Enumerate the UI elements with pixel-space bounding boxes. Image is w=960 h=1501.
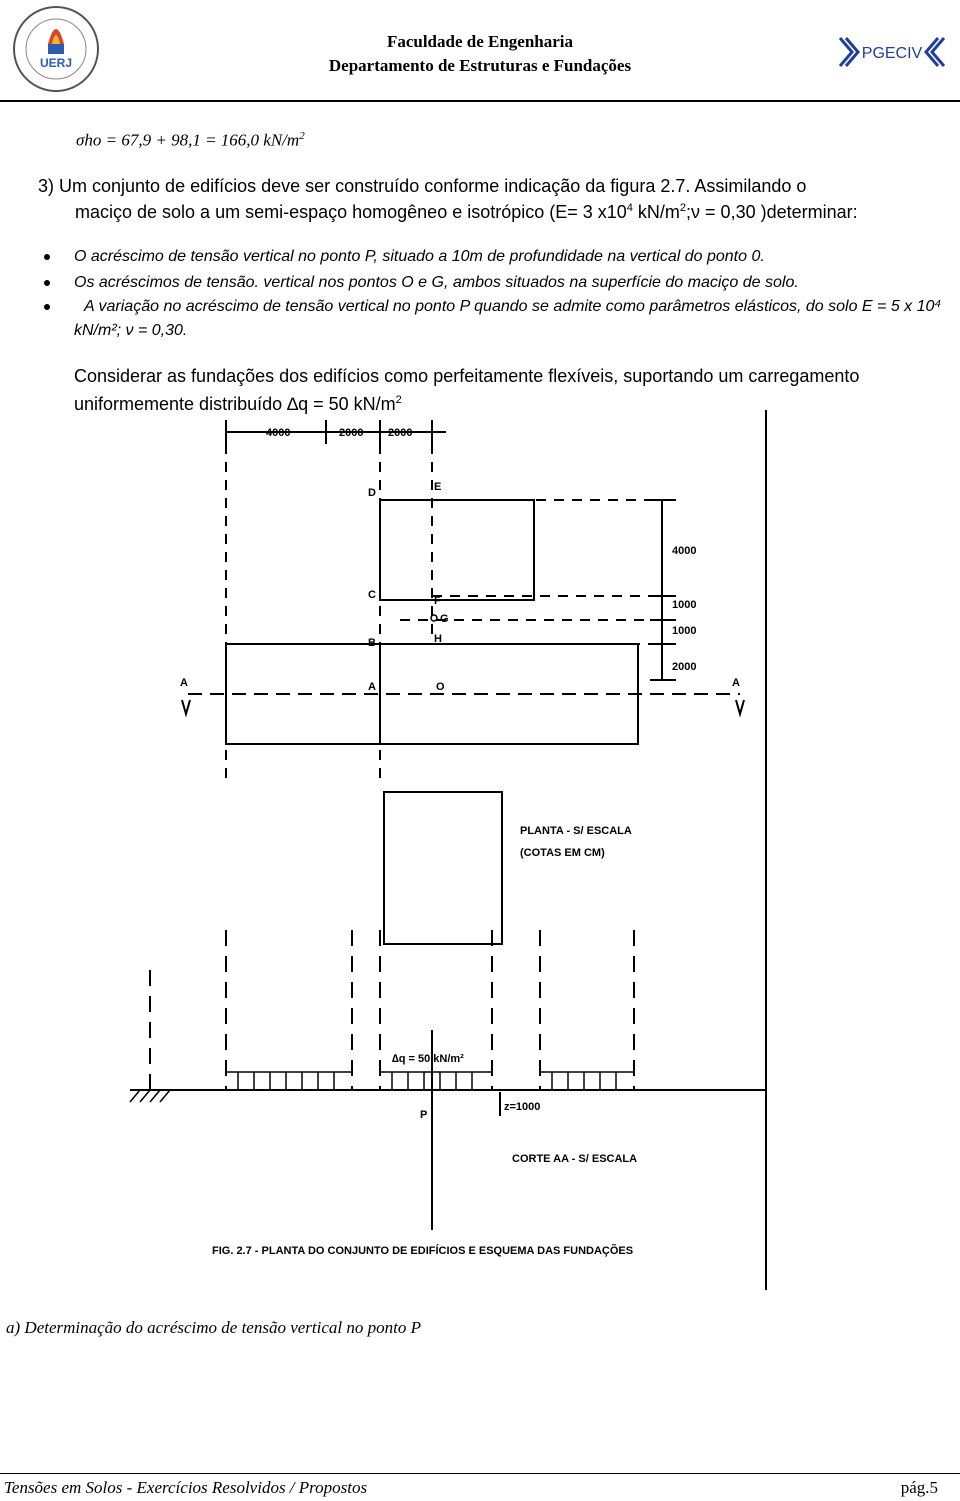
logo-text: UERJ <box>39 56 73 70</box>
bullet-2: Os acréscimos de tensão. vertical nos pontos O e G, ambos situados na superfície do maciço de solo. <box>74 274 799 291</box>
point-p-label: P <box>420 1109 428 1121</box>
load-arrows <box>226 1072 634 1090</box>
footer-page: pág.5 <box>900 1478 938 1497</box>
label-a-left: A <box>180 677 188 689</box>
dim-2000-a: 2000 <box>339 427 364 439</box>
bullet-3-cont: kN/m²; ν = 0,30. <box>74 322 188 339</box>
label-o: O <box>436 681 445 693</box>
consider-line-1: Considerar as fundações dos edifícios como perfeitamente flexíveis, suportando um carregamento <box>74 366 860 386</box>
label-a-right: A <box>732 677 740 689</box>
pgeciv-text: PGECIV <box>861 45 923 62</box>
building-top <box>380 500 534 600</box>
formula: σho = 67,9 + 98,1 = 166,0 $kN/m^2$ <box>76 130 305 150</box>
plan-title: PLANTA - S/ ESCALA <box>520 825 632 837</box>
bullet-1-dot <box>44 254 50 260</box>
bullet-2-dot <box>44 280 50 286</box>
label-a-center: A <box>368 681 376 693</box>
figure-caption: FIG. 2.7 - PLANTA DO CONJUNTO DE EDIFÍCIOS E ESQUEMA DAS FUNDAÇÕES <box>212 1245 634 1257</box>
problem-line-1: 3) Um conjunto de edifícios deve ser construído conforme indicação da figura 2.7. Assimilando o <box>38 176 807 196</box>
label-b: B <box>368 637 376 649</box>
building-bottom <box>384 792 502 944</box>
dim-1000-b: 1000 <box>672 625 697 637</box>
bullet-3-dot <box>44 304 50 310</box>
bullet-3: A variação no acréscimo de tensão vertical no ponto P quando se admite como parâmetros elásticos, do solo E = 5 x 10⁴ <box>84 298 942 315</box>
dim-1000-a: 1000 <box>672 599 697 611</box>
header-department: Departamento de Estruturas e Fundações <box>328 56 632 75</box>
figure-2-7 <box>0 410 960 1290</box>
subsection-a: a) Determinação do acréscimo de tensão vertical no ponto P <box>6 1318 421 1337</box>
point-g-marker <box>431 615 437 621</box>
label-e: E <box>434 481 442 493</box>
footer-left: Tensões em Solos - Exercícios Resolvidos / Propostos <box>4 1478 368 1497</box>
pgeciv-logo <box>838 34 946 70</box>
ground-hatch <box>130 1090 170 1102</box>
plan-units: (COTAS EM CM) <box>520 847 605 859</box>
dim-2000-right: 2000 <box>672 661 697 673</box>
header-faculty: Faculdade de Engenharia <box>386 32 574 51</box>
problem-line-2: maciço de solo a um semi-espaço homogêneo e isotrópico (E= 3 $x10^4$ $kN/m^2;\nu = 0,30$ )determinar: <box>75 202 858 222</box>
load-label: ∆q = 50 kN/m² <box>392 1053 464 1065</box>
label-d: D <box>368 487 376 499</box>
consider-line-2: uniformemente distribuído ∆q = 50 $kN/m^2$ <box>74 394 402 414</box>
section-title: CORTE AA - S/ ESCALA <box>512 1153 638 1165</box>
bullet-1: O acréscimo de tensão vertical no ponto P, situado a 10m de profundidade na vertical do ponto 0. <box>74 248 765 265</box>
depth-label: z=1000 <box>504 1101 541 1113</box>
footer-rule <box>0 1473 960 1474</box>
label-c: C <box>368 589 376 601</box>
label-h: H <box>434 633 442 645</box>
dim-4000-top: 4000 <box>266 427 291 439</box>
header-rule <box>0 100 960 102</box>
label-f: F <box>434 595 441 607</box>
label-g: G <box>440 613 449 625</box>
dim-2000-b: 2000 <box>388 427 413 439</box>
dim-4000-right: 4000 <box>672 545 697 557</box>
